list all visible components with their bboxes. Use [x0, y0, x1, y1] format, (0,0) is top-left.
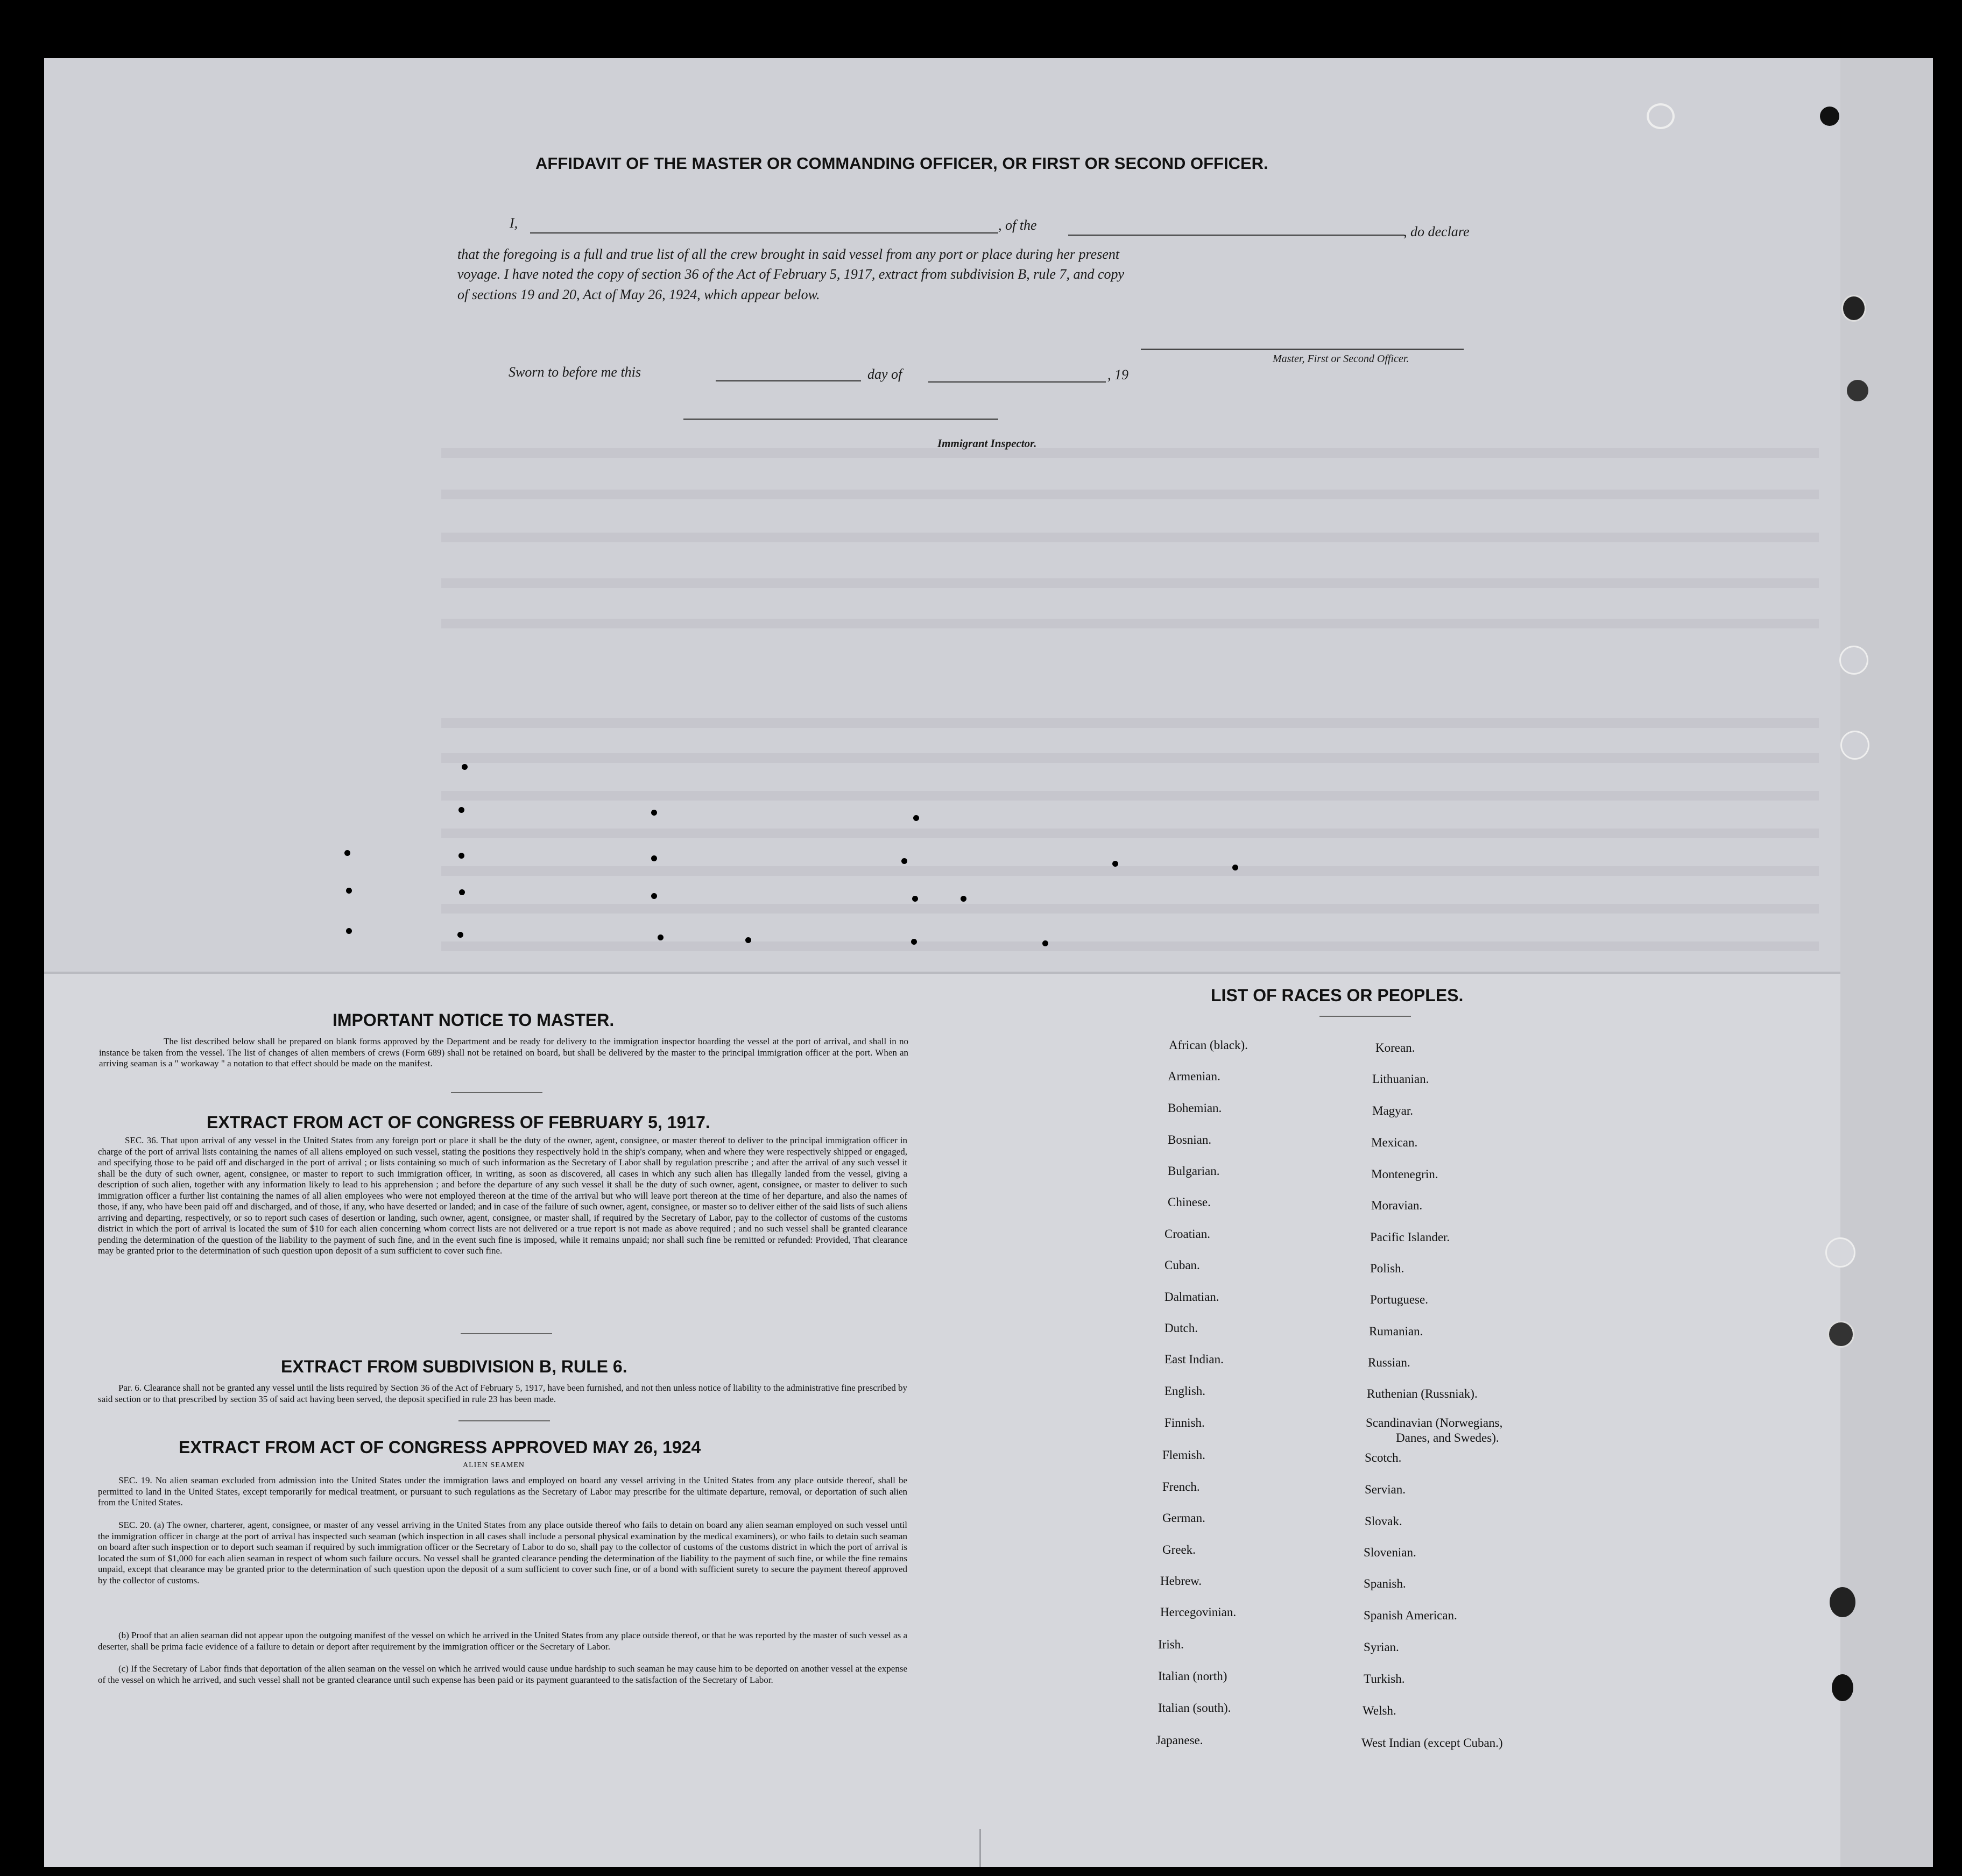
extract-rule-rule	[458, 1420, 550, 1421]
sheet-bottom-half	[44, 973, 1933, 1867]
race-item: Slovak.	[1365, 1514, 1402, 1528]
affidavit-i-label: I,	[510, 215, 518, 231]
race-item: Hebrew.	[1160, 1574, 1202, 1588]
race-item: French.	[1162, 1480, 1200, 1493]
race-item: Moravian.	[1371, 1199, 1423, 1212]
race-item: Korean.	[1375, 1041, 1415, 1054]
race-item: Flemish.	[1162, 1448, 1205, 1462]
race-item: Ruthenian (Russniak).	[1367, 1387, 1478, 1400]
sworn-month-line[interactable]	[928, 381, 1106, 383]
affidavit-of-the: , of the	[998, 217, 1037, 233]
race-item: Scandinavian (Norwegians,	[1366, 1416, 1503, 1429]
affidavit-line3: voyage. I have noted the copy of section 36 of the Act of February 5, 1917, extract from subdivision B, rule 7, and copy	[457, 266, 1125, 282]
race-item: Polish.	[1370, 1262, 1405, 1275]
race-item-continuation: Danes, and Swedes).	[1396, 1431, 1499, 1445]
race-item: Syrian.	[1364, 1640, 1399, 1654]
notice-body: The list described below shall be prepared on blank forms approved by the Department and be ready for delivery to the immigration inspector boarding the vessel at the port of arrival, and shall in no instance be taken from the vessel. The list of changes of alien members of crews (Form 689) shall not be retained on board, but shall be delivered by the master to the principal immigration officer at the port. When an arriving seaman is a " workaway " a notation to that effect should be made on the manifest.	[99, 1036, 908, 1068]
race-item: Rumanian.	[1369, 1325, 1423, 1338]
race-item: Magyar.	[1372, 1104, 1414, 1117]
race-item: Pacific Islander.	[1370, 1230, 1450, 1244]
race-item: Montenegrin.	[1371, 1167, 1438, 1181]
affidavit-do-declare: , do declare	[1403, 224, 1470, 239]
race-item: Cuban.	[1165, 1258, 1200, 1272]
extract-1924-title: EXTRACT FROM ACT OF CONGRESS APPROVED MAY 26, 1924	[179, 1438, 701, 1457]
race-item: Bohemian.	[1168, 1101, 1222, 1115]
race-item: Dalmatian.	[1165, 1290, 1219, 1304]
inspector-caption: Immigrant Inspector.	[937, 437, 1037, 450]
extract-rule-body: Par. 6. Clearance shall not be granted any vessel until the lists required by Section 36 of the Act of February 5, 1917, have been furnished, and not then unless notice of liability to the administrative fine prescribed by said section or to that prescribed by section 35 of said act having been served, the deposit specified in rule 23 has been made.	[98, 1383, 907, 1404]
race-item: Chinese.	[1168, 1195, 1211, 1209]
notice-rule	[451, 1092, 542, 1093]
race-item: Italian (south).	[1158, 1701, 1231, 1715]
affidavit-line4: of sections 19 and 20, Act of May 26, 1924, which appear below.	[457, 287, 820, 302]
race-item: East Indian.	[1165, 1353, 1224, 1366]
notice-title: IMPORTANT NOTICE TO MASTER.	[333, 1010, 615, 1030]
extract-1924-sec19: SEC. 19. No alien seaman excluded from admission into the United States under the immigration laws and employed on board any vessel arriving in the United States from any place outside thereof, shall be permitted to land in the United States, except temporarily for medical treatment, or pursuant to such regulations as the Secretary of Labor may prescribe for the ultimate departure, removal, or deportation of such alien from the United States.	[98, 1475, 907, 1507]
race-item: Dutch.	[1165, 1321, 1198, 1335]
master-signature-caption: Master, First or Second Officer.	[1273, 353, 1409, 365]
master-signature-line[interactable]	[1141, 349, 1464, 350]
race-item: Slovenian.	[1364, 1546, 1416, 1559]
race-item: Scotch.	[1365, 1451, 1402, 1464]
race-item: Russian.	[1368, 1356, 1410, 1369]
race-item: Welsh.	[1363, 1704, 1396, 1717]
race-item: West Indian (except Cuban.)	[1361, 1736, 1503, 1750]
race-item: Irish.	[1158, 1638, 1184, 1651]
race-item: Mexican.	[1371, 1136, 1418, 1149]
race-item: Japanese.	[1156, 1733, 1203, 1747]
race-item: Bosnian.	[1168, 1133, 1212, 1146]
vessel-field-line[interactable]	[1068, 235, 1405, 236]
races-title: LIST OF RACES OR PEOPLES.	[1211, 986, 1464, 1005]
races-rule	[1319, 1016, 1411, 1017]
name-field-line[interactable]	[530, 232, 998, 233]
sworn-day-line[interactable]	[716, 380, 861, 381]
race-item: Portuguese.	[1370, 1293, 1428, 1306]
race-item: Spanish.	[1364, 1577, 1406, 1590]
center-crease	[979, 1829, 981, 1867]
race-item: English.	[1165, 1384, 1206, 1398]
extract-1924-sec20c: (c) If the Secretary of Labor finds that deportation of the alien seaman on the vessel on which he arrived would cause undue hardship to such seaman he may cause him to be deported on another vessel at the expense of the vessel on which he arrived, and such vessel shall not be granted clearance until such expense has been paid or its payment guaranteed to the satisfaction of the Secretary of Labor.	[98, 1663, 907, 1685]
day-of-label: day of	[867, 366, 902, 382]
extract-1924-subtitle: ALIEN SEAMEN	[463, 1461, 525, 1469]
affidavit-line2: that the foregoing is a full and true list of all the crew brought in said vessel from any port or place during her present	[457, 246, 1120, 262]
sworn-label: Sworn to before me this	[509, 364, 641, 380]
race-item: Italian (north)	[1158, 1669, 1227, 1683]
race-item: Armenian.	[1168, 1070, 1220, 1083]
race-item: Lithuanian.	[1372, 1072, 1429, 1086]
extract-1924-sec20a: SEC. 20. (a) The owner, charterer, agent, consignee, or master of any vessel arriving in the United States from any place outside thereof who fails to detain on board any alien seaman employed on such vessel until the immigration officer in charge at the port of arrival has inspected such seaman (which inspection in all cases shall include a personal physical examination by the medical examiners), or who fails to detain such seaman on board after such inspection or to deport such seaman if required by such immigration officer or the Secretary of Labor to do so, shall pay to the collector of customs of the customs district in which the port of arrival is located the sum of $1,000 for each alien seaman in respect of whom such failure occurs. No vessel shall be granted clearance pending the determination of the liability to the payment of such fine, or while the fine remains unpaid, except that clearance may be granted prior to the determination of such question upon the deposit of a sum sufficient to cover such fine, or of a bond with sufficient surety to secure the payment thereof approved by the collector of customs.	[98, 1520, 907, 1585]
race-item: Croatian.	[1165, 1227, 1210, 1241]
fold-crease	[44, 972, 1933, 974]
extract-rule-title: EXTRACT FROM SUBDIVISION B, RULE 6.	[281, 1357, 627, 1376]
extract-1917-title: EXTRACT FROM ACT OF CONGRESS OF FEBRUARY 5, 1917.	[207, 1113, 710, 1132]
race-item: German.	[1162, 1511, 1205, 1525]
affidavit-title: AFFIDAVIT OF THE MASTER OR COMMANDING OFFICER, OR FIRST OR SECOND OFFICER.	[535, 154, 1268, 173]
race-item: Servian.	[1365, 1483, 1406, 1496]
year-label: , 19	[1107, 367, 1128, 383]
extract-1924-sec20b: (b) Proof that an alien seaman did not appear upon the outgoing manifest of the vessel on which he arrived in the United States from any place outside thereof, or that he was reported by the master of such vessel as a deserter, shall be prima facie evidence of a failure to detain or deport after requirement by the immigration officer or the Secretary of Labor.	[98, 1630, 907, 1652]
extract-1917-body: SEC. 36. That upon arrival of any vessel in the United States from any foreign port or place it shall be the duty of the owner, agent, consignee, or master thereof to deliver to the principal immigration officer in charge of the port of arrival lists containing the names of all aliens employed on such vessel, stating the positions they respectively hold in the ship's company, when and where they were respectively shipped or engaged, and specifying those to be paid off and discharged in the port of arrival ; or lists containing so much of such information as the Secretary of Labor shall by regulation prescribe ; and after the arrival of any such vessel it shall be the duty of such owner, agent, consignee, or master to report to such immigration officer, in writing, as soon as discovered, all cases in which any such alien has illegally landed from the vessel, giving a description of such alien, together with any information likely to lead to his apprehension ; and before the departure of any such vessel it shall be the duty of such owner, agent, consignee, or master to deliver to such immigration officer a further list containing the names of all alien employees who were not employed thereon at the time of the arrival but who will leave port thereon at the time of her departure, and also the names of those, if any, who have been paid off and discharged, and of those, if any, who have deserted or landed; and in case of the failure of such owner, agent, consignee, or master so to deliver either of the said lists of such aliens arriving and departing, respectively, or so to report such cases of desertion or landing, such owner, agent, consignee, or master shall, if required by the Secretary of Labor, pay to the collector of customs of the customs district in which the port of arrival is located the sum of $10 for each alien concerning whom correct lists are not delivered or a true report is not made as above required ; and no such vessel shall be granted clearance pending the determination of the question of the liability to the payment of such fine, and in the event such fine is imposed, while it remains unpaid; nor shall such fine be remitted or refunded: Provided, That clearance may be granted prior to the determination of such question upon deposit of a sum sufficient to cover such fine.	[98, 1135, 907, 1256]
race-item: Greek.	[1162, 1543, 1196, 1556]
race-item: African (black).	[1169, 1038, 1248, 1052]
race-item: Turkish.	[1364, 1672, 1405, 1686]
extract-1917-rule	[461, 1333, 552, 1334]
race-item: Finnish.	[1165, 1416, 1205, 1429]
race-item: Hercegovinian.	[1160, 1605, 1237, 1619]
inspector-signature-line[interactable]	[683, 419, 998, 420]
race-item: Spanish American.	[1364, 1609, 1457, 1622]
race-item: Bulgarian.	[1168, 1164, 1220, 1178]
